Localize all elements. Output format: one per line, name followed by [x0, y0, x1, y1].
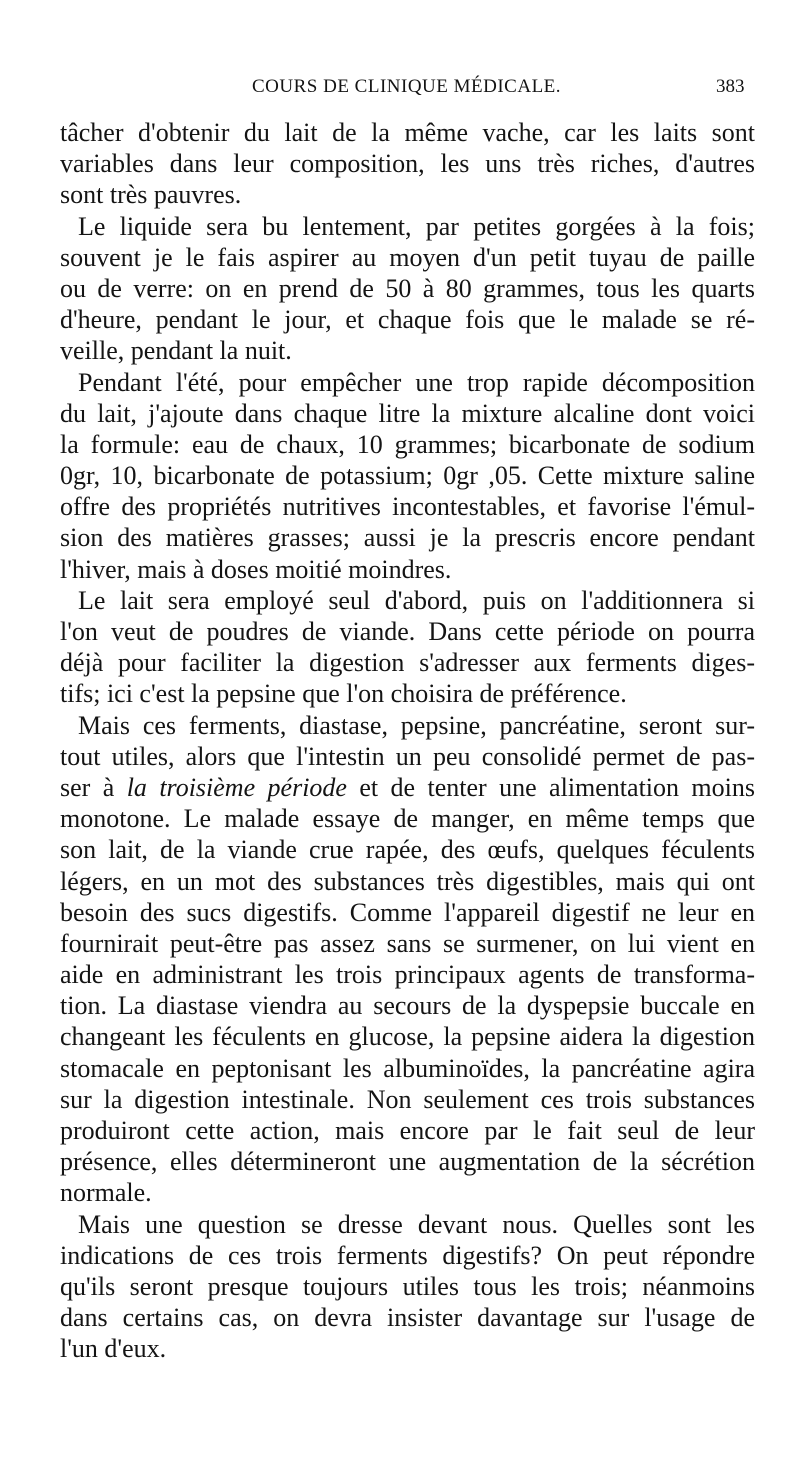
text-line: déjà pour faciliter la digestion s'adresser aux ferments diges- — [60, 648, 755, 678]
text-line: souvent je le fais aspirer au moyen d'un petit tuyau de paille — [60, 242, 755, 272]
text-line: ou de verre: on en prend de 50 à 80 grammes, tous les quarts — [60, 273, 755, 303]
text-line: l'hiver, mais à doses moitié moindres. — [60, 554, 452, 584]
text-fragment: ser à — [60, 772, 127, 802]
text-line: son lait, de la viande crue rapée, des œufs, quelques féculents — [60, 835, 755, 865]
text-line: Mais ces ferments, diastase, pepsine, pancréatine, seront sur- — [78, 710, 755, 740]
text-line: produiront cette action, mais encore par le fait seul de leur — [60, 1116, 755, 1145]
text-line: fournirait peut-être pas assez sans se surmener, on lui vient en — [60, 928, 755, 958]
text-line: l'on veut de poudres de viande. Dans cette période on pourra — [60, 617, 755, 646]
text-line: tion. La diastase viendra au secours de la dyspepsie buccale en — [60, 991, 755, 1021]
page-header — [0, 74, 800, 108]
paragraph — [60, 1209, 755, 1365]
running-head: COURS DE CLINIQUE MÉDICALE. — [252, 76, 562, 97]
text-line: variables dans leur composition, les uns très riches, d'autres — [60, 149, 755, 179]
text-line: d'heure, pendant le jour, et chaque fois que le malade se ré- — [60, 305, 755, 335]
paragraph — [60, 585, 755, 710]
text-fragment: et de tenter une alimentation moins — [346, 772, 756, 802]
text-line: la formule: eau de chaux, 10 grammes; bicarbonate de sodium — [60, 429, 755, 459]
text-line: offre des propriétés nutritives incontestables, et favorise l'émul- — [60, 492, 755, 522]
text-line: tâcher d'obtenir du lait de la même vache, car les laits sont — [60, 118, 755, 147]
text-line: sur la digestion intestinale. Non seulement ces trois substances — [60, 1084, 755, 1114]
text-line: veille, pendant la nuit. — [60, 336, 292, 366]
text-line: présence, elles détermineront une augmentation de la sécrétion — [60, 1147, 755, 1177]
text-line: 0gr, 10, bicarbonate de potassium; 0gr ,05. Cette mixture saline — [60, 461, 755, 491]
text-line: tout utiles, alors que l'intestin un peu consolidé permet de pas- — [60, 741, 755, 771]
text-line: besoin des sucs digestifs. Comme l'appareil digestif ne leur en — [60, 897, 755, 927]
text-line: tifs; ici c'est la pepsine que l'on choisira de préférence. — [60, 679, 627, 709]
text-line: Pendant l'été, pour empêcher une trop rapide décomposition — [78, 367, 755, 397]
paragraph — [60, 211, 755, 367]
text-line: indications de ces trois ferments digestifs? On peut répondre — [60, 1240, 755, 1270]
text-line: monotone. Le malade essaye de manger, en même temps que — [60, 804, 755, 834]
text-line: du lait, j'ajoute dans chaque litre la mixture alcaline dont voici — [60, 398, 755, 428]
text-line: changeant les féculents en glucose, la pepsine aidera la digestion — [60, 1022, 755, 1052]
text-line-with-italic — [60, 772, 755, 803]
text-line: normale. — [60, 1178, 152, 1208]
text-line: Le lait sera employé seul d'abord, puis on l'additionnera si — [78, 585, 755, 615]
text-line: qu'ils seront presque toujours utiles tous les trois; néanmoins — [60, 1271, 755, 1301]
paragraph — [60, 710, 755, 1209]
text-line: légers, en un mot des substances très digestibles, mais qui ont — [60, 866, 755, 896]
text-line: aide en administrant les trois principaux agents de transforma- — [60, 960, 755, 990]
paragraph — [60, 367, 755, 585]
text-line: dans certains cas, on devra insister davantage sur l'usage de — [60, 1303, 755, 1333]
text-line: Mais une question se dresse devant nous. Quelles sont les — [78, 1209, 755, 1239]
text-line: l'un d'eux. — [60, 1334, 167, 1364]
text-line: stomacale en peptonisant les albuminoïdes, la pancréatine agira — [60, 1053, 755, 1083]
page-number: 383 — [716, 76, 745, 97]
body-text — [60, 117, 755, 1365]
italic-phrase: la troisième période — [126, 772, 347, 802]
text-line: sion des matières grasses; aussi je la prescris encore pendant — [60, 523, 755, 553]
paragraph — [60, 117, 755, 211]
text-line: Le liquide sera bu lentement, par petites gorgées à la fois; — [78, 211, 755, 241]
text-line: sont très pauvres. — [60, 180, 242, 210]
